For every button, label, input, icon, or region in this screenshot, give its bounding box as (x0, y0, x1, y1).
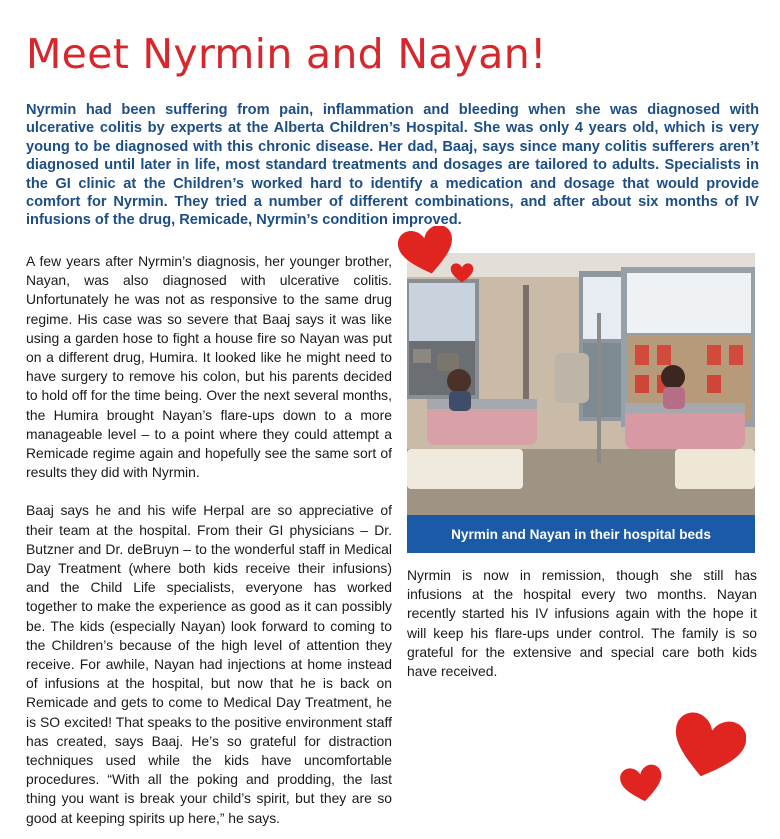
heart-icon (398, 226, 456, 276)
page-title: Meet Nyrmin and Nayan! (26, 30, 547, 78)
photo-caption: Nyrmin and Nayan in their hospital beds (407, 515, 755, 553)
heart-icon (620, 764, 664, 804)
body-paragraph: Nyrmin is now in remission, though she still has infusions at the hospital every two months. Nayan recently started his IV infusions again with the hope it will keep his flare-ups under control. The family is so grateful for the extensive and special care both kids have received. (407, 567, 757, 680)
body-paragraph: Baaj says he and his wife Herpal are so appreciative of their team at the hospital. From their GI physicians – Dr. Butzner and Dr. deBruyn – to the wonderful staff in Medical Day Treatment (where both kids receive their infusions) and the Child Life specialists, everyone has worked together to make the experience as good as it can possibly be. The kids (especially Nayan) look forward to coming to the Children’s because of the high level of attention they receive. For awhile, Nayan had injections at home instead of infusions at the hospital, but now that he is back on Remicade and gets to come to Medical Day Treatment, he is SO excited! That speaks to the positive environment staff has created, says Baaj. He’s so grateful for distraction techniques used while the kids have uncomfortable procedures. “With all the poking and prodding, the last thing you want is break your child’s spirit, but they are so good at keeping spirits up here,” he says. (26, 502, 392, 826)
right-column (407, 566, 757, 681)
heart-icon (450, 262, 474, 284)
heart-icon (670, 712, 746, 782)
intro-paragraph: Nyrmin had been suffering from pain, inflammation and bleeding when she was diagnosed with ulcerative colitis by experts at the Alberta Children’s Hospital. She was only 4 years old, which is very young to be diagnosed with this chronic disease. Her dad, Baaj, says since many colitis sufferers aren’t diagnosed until later in life, most standard treatments and dosages are tailored to adults. Specialists in the GI clinic at the Children’s worked hard to identify a medication and dosage that would provide comfort for Nyrmin. They tried a number of different combinations, and after about six months of IV infusions of the drug, Remicade, Nyrmin’s condition improved. (26, 102, 759, 229)
hospital-photo (407, 253, 755, 515)
body-paragraph: A few years after Nyrmin’s diagnosis, her younger brother, Nayan, was also diagnosed with ulcerative colitis. Unfortunately he was not as responsive to the same drug regime. His case was so severe that Baaj says it was like using a garden hose to fight a house fire so Nayan was put on a different drug, Humira. It looked like he might need to have surgery to remove his colon, but his parents decided to hold off for the time being. Over the next several months, the Humira brought Nayan’s flare-ups down to a more manageable level – to a point where they could attempt a Remicade regime again and hopefully see the same sort of results they did with Nyrmin. (26, 253, 392, 481)
left-column (26, 252, 392, 839)
